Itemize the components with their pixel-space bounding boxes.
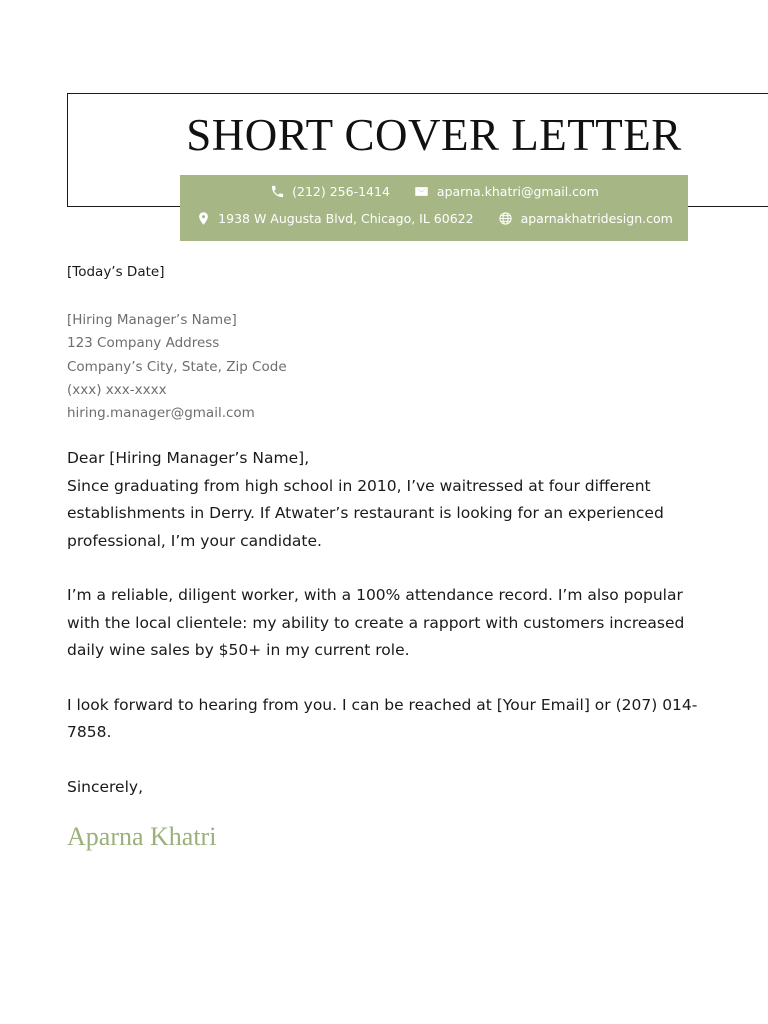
letter-closing: Sincerely, [67,777,144,796]
recipient-block [67,309,707,425]
recipient-email: hiring.manager@gmail.com [67,405,255,422]
letter-paragraph-3: I look forward to hearing from you. I can be reached at [Your Email] or (207) 014-7858. [67,695,698,742]
contact-bar [180,175,688,241]
letter-greeting: Dear [Hiring Manager’s Name], [67,449,310,468]
contact-address [195,210,473,226]
recipient-name: [Hiring Manager’s Name] [67,312,237,328]
phone-icon [269,183,285,199]
signature: Aparna Khatri [67,822,217,851]
letter-paragraph-2: I’m a reliable, diligent worker, with a 100% attendance record. I’m also popular with the local clientele: my ability to create a rapport with customers increased daily wine sales by $50+ in my current role. [67,586,685,660]
envelope-icon [414,183,430,199]
letter-date: [Today’s Date] [67,264,165,280]
contact-email[interactable] [414,183,599,199]
contact-row-2 [180,208,688,228]
contact-website[interactable] [498,210,673,226]
page-title: SHORT COVER LETTER [186,110,682,160]
contact-address-text: 1938 W Augusta Blvd, Chicago, IL 60622 [218,210,474,226]
globe-icon [498,210,514,226]
contact-website-text[interactable]: aparnakhatridesign.com [520,210,673,226]
location-pin-icon [195,210,211,226]
recipient-city: Company’s City, State, Zip Code [67,358,287,375]
letter-body [67,262,707,801]
contact-email-text[interactable]: aparna.khatri@gmail.com [436,183,599,199]
contact-row-1 [180,181,688,201]
recipient-address: 123 Company Address [67,335,220,352]
letter-paragraph-1: Since graduating from high school in 2010, I’ve waitressed at four different establishments in Derry. If Atwater’s restaurant is looking for an experienced professional, I’m your candidate. [67,476,664,550]
contact-phone [269,183,390,199]
contact-phone-text: (212) 256-1414 [292,183,390,199]
recipient-phone: (xxx) xxx-xxxx [67,381,167,398]
